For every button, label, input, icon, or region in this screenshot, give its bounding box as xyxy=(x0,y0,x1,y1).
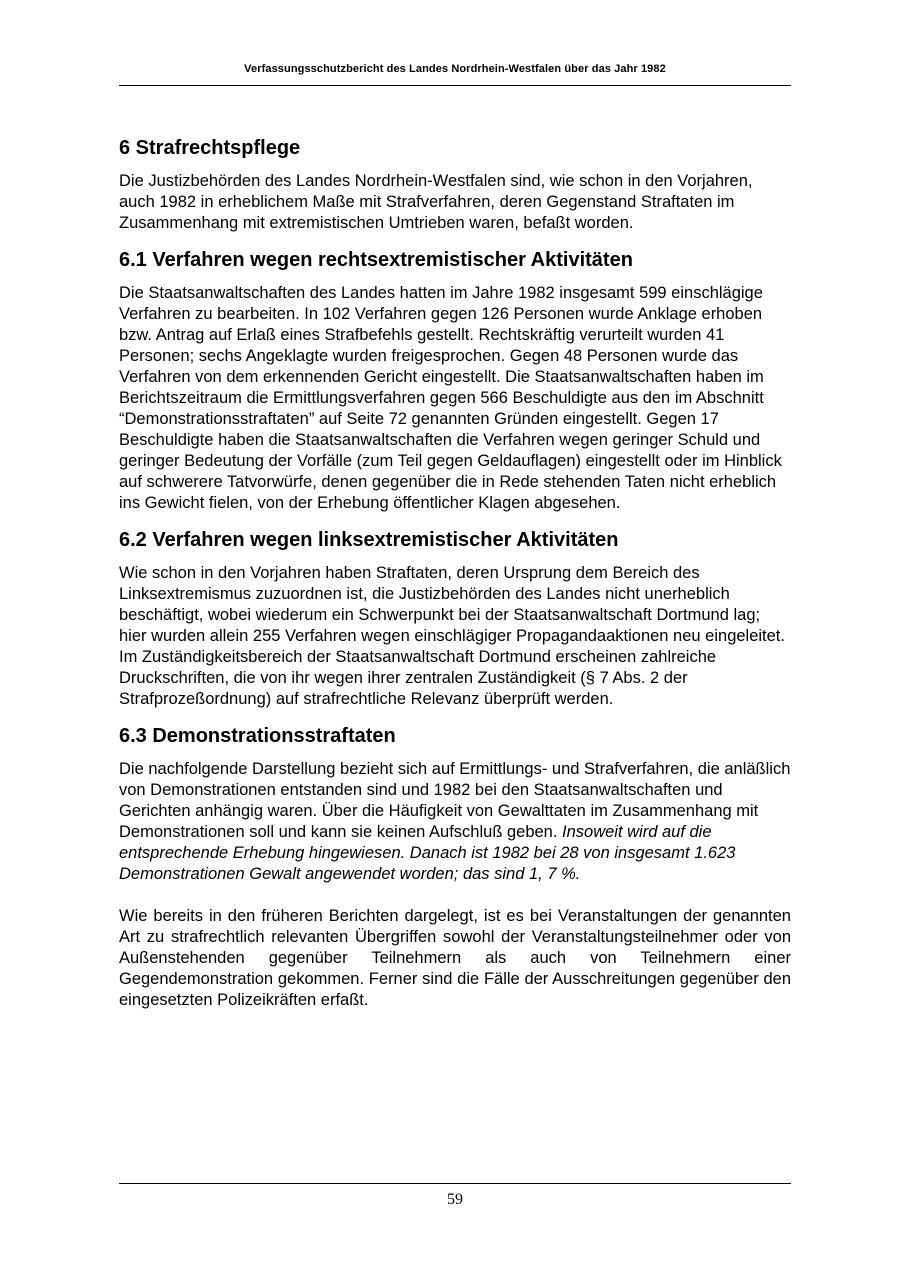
spacer xyxy=(119,710,791,723)
running-header: Verfassungsschutzbericht des Landes Nordrhein-Westfalen über das Jahr 1982 xyxy=(244,63,666,75)
page-content xyxy=(119,135,791,1011)
section-6-3-italic-text: Insoweit wird auf die entsprechende Erhebung hingewiesen. Danach ist 1982 bei 28 von insgesamt 1.623 Demonstrationen Gewalt angewendet worden; das sind 1, 7 %. xyxy=(119,823,736,883)
section-6-3-text: Die nachfolgende Darstellung bezieht sich auf Ermittlungs- und Strafverfahren, die anläßlich von Demonstrationen entstanden sind und 1982 bei den Staatsanwaltschaften und Gerichten anhängig waren. Über die Häufigkeit von Gewalttaten im Zusammenhang mit Demonstrationen soll und kann sie keinen Aufschluß geben. xyxy=(119,760,791,841)
section-6-3-paragraph xyxy=(119,759,791,885)
section-6-heading: 6 Strafrechtspflege xyxy=(119,137,301,159)
spacer xyxy=(119,514,791,527)
section-6-3-paragraph-2: Wie bereits in den früheren Berichten dargelegt, ist es bei Veranstaltungen der genannten Art zu strafrechtlich relevanten Übergriffen sowohl der Veranstaltungsteilnehmer oder von Außenstehenden gegenüber Teilnehmern als auch von Teilnehmern einer Gegendemonstration gekommen. Ferner sind die Fälle der Ausschreitungen gegenüber den eingesetzten Polizeikräften erfaßt. xyxy=(119,907,791,1009)
section-6-paragraph: Die Justizbehörden des Landes Nordrhein-Westfalen sind, wie schon in den Vorjahren, auch 1982 in erheblichem Maße mit Strafverfahren, deren Gegenstand Straftaten im Zusammenhang mit extremistischen Umtrieben waren, befaßt worden. xyxy=(119,172,753,232)
spacer xyxy=(119,234,791,247)
section-6-2-heading: 6.2 Verfahren wegen linksextremistischer Aktivitäten xyxy=(119,529,619,551)
section-6-3-heading: 6.3 Demonstrationsstraftaten xyxy=(119,725,396,747)
section-6-2-paragraph: Wie schon in den Vorjahren haben Straftaten, deren Ursprung dem Bereich des Linksextremismus zuzuordnen ist, die Justizbehörden des Landes nicht unerheblich beschäftigt, wobei wiederum ein Schwerpunkt bei der Staatsanwaltschaft Dortmund lag; hier wurden allein 255 Verfahren wegen einschlägiger Propagandaaktionen neu eingeleitet. Im Zuständigkeitsbereich der Staatsanwaltschaft Dortmund erscheinen zahlreiche Druckschriften, die von ihr wegen ihrer zentralen Zuständigkeit (§ 7 Abs. 2 der Strafprozeßordnung) auf strafrechtliche Relevanz überprüft werden. xyxy=(119,564,785,708)
page-number: 59 xyxy=(447,1191,463,1208)
section-6-1-heading: 6.1 Verfahren wegen rechtsextremistischer Aktivitäten xyxy=(119,249,633,271)
spacer xyxy=(119,885,791,906)
header-rule xyxy=(119,85,791,86)
section-6-1-paragraph: Die Staatsanwaltschaften des Landes hatten im Jahre 1982 insgesamt 599 einschlägige Verfahren zu bearbeiten. In 102 Verfahren gegen 126 Personen wurde Anklage erhoben bzw. Antrag auf Erlaß eines Strafbefehls gestellt. Rechtskräftig verurteilt wurden 41 Personen; sechs Angeklagte wurden freigesprochen. Gegen 48 Personen wurde das Verfahren von dem erkennenden Gericht eingestellt. Die Staatsanwaltschaften haben im Berichtszeitraum die Ermittlungsverfahren gegen 566 Beschuldigte aus den im Abschnitt “Demonstrationsstraftaten” auf Seite 72 genannten Gründen eingestellt. Gegen 17 Beschuldigte haben die Staatsanwaltschaften die Verfahren wegen geringer Schuld und geringer Bedeutung der Vorfälle (zum Teil gegen Geldauflagen) eingestellt oder im Hinblick auf schwerere Tatvorwürfe, denen gegenüber die in Rede stehenden Taten nicht erheblich ins Gewicht fielen, von der Erhebung öffentlicher Klagen abgesehen. xyxy=(119,284,782,512)
footer-rule xyxy=(119,1183,791,1184)
